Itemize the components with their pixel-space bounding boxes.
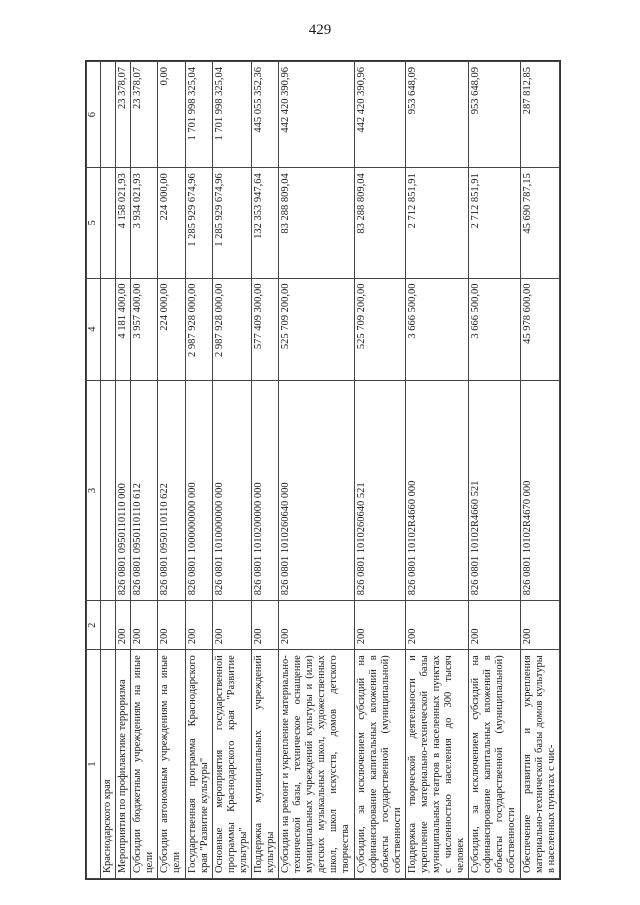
table-row — [131, 62, 158, 879]
cell-v6: 1 701 998 325,04 — [185, 62, 212, 168]
cell-v6: 442 420 390,96 — [354, 62, 405, 168]
cell-classification: 826 0801 1010000000 000 — [212, 380, 251, 601]
cell-v4: 3 957 400,00 — [131, 278, 158, 380]
cell-v5: 2 712 851,91 — [405, 168, 468, 278]
cell-code: 200 — [520, 601, 559, 650]
cell-code: 200 — [354, 601, 405, 650]
cell-v5: 83 288 809,04 — [354, 168, 405, 278]
cell-name: Субсидии, за исключением субсидий на софинансирование капитальных вложений в объекты государственной (муниципальной) собственности — [354, 650, 405, 879]
cell-v4: 45 978 600,00 — [520, 278, 559, 380]
cell-v5: 83 288 809,04 — [279, 168, 354, 278]
table-row — [279, 62, 354, 879]
table-row — [251, 62, 278, 879]
table-row — [469, 62, 520, 879]
cell-v4: 525 709 200,00 — [354, 278, 405, 380]
cell-name: Поддержка творческой деятельности и укрепление материально-технической базы муниципальных театров в населенных пунктах с численностью населения до 300 тысяч человек — [405, 650, 468, 879]
cell-name: Субсидии автономным учреждениям на иные цели — [158, 650, 185, 879]
cell-code: 200 — [116, 601, 131, 650]
cell-classification: 826 0801 1010260640 521 — [354, 380, 405, 601]
table-row — [212, 62, 251, 879]
cell-code: 200 — [251, 601, 278, 650]
cell-v4: 2 987 928 000,00 — [212, 278, 251, 380]
cell-v5: 1 285 929 674,96 — [212, 168, 251, 278]
cell-name: Обеспечение развития и укрепления материально-технической базы домов культуры в населенных пунктах с чис- — [520, 650, 559, 879]
cell-code: 200 — [469, 601, 520, 650]
cell-v5: 4 158 021,93 — [116, 168, 131, 278]
cell-v4: 2 987 928 000,00 — [185, 278, 212, 380]
table-body — [87, 62, 560, 879]
header-cell: 5 — [87, 168, 101, 278]
cell-name: Поддержка муниципальных учреждений культуры — [251, 650, 278, 879]
cell-v6: 287 812,85 — [520, 62, 559, 168]
cell-v4 — [101, 278, 116, 380]
cell-v4: 4 181 400,00 — [116, 278, 131, 380]
table-row — [116, 62, 131, 879]
cell-name: Субсидии, за исключением субсидий на софинансирование капитальных вложений в объекты государственной (муниципальной) собственности — [469, 650, 520, 879]
cell-v6: 953 648,09 — [469, 62, 520, 168]
cell-v4: 3 666 500,00 — [469, 278, 520, 380]
cell-name: Мероприятия по профилактике терроризма — [116, 650, 131, 879]
cell-v4: 577 409 300,00 — [251, 278, 278, 380]
cell-v6: 0,00 — [158, 62, 185, 168]
table-row — [158, 62, 185, 879]
table-row — [185, 62, 212, 879]
cell-v6 — [101, 62, 116, 168]
cell-v5: 45 690 787,15 — [520, 168, 559, 278]
cell-v5 — [101, 168, 116, 278]
cell-v4: 224 000,00 — [158, 278, 185, 380]
cell-classification: 826 0801 0950110110 000 — [116, 380, 131, 601]
cell-classification: 826 0801 1000000000 000 — [185, 380, 212, 601]
cell-v6: 953 648,09 — [405, 62, 468, 168]
cell-name: Субсидии на ремонт и укрепление материально-технической базы, техническое оснащение муниципальных учреждений культуры и (или) детских музыкальных школ, художественных школ, школ искусств, домов детского творчества — [279, 650, 354, 879]
cell-classification: 826 0801 10102R4670 000 — [520, 380, 559, 601]
header-cell: 1 — [87, 650, 101, 879]
table-row — [354, 62, 405, 879]
cell-v5: 3 934 021,93 — [131, 168, 158, 278]
cell-code: 200 — [185, 601, 212, 650]
cell-v5: 132 353 947,64 — [251, 168, 278, 278]
header-cell: 6 — [87, 62, 101, 168]
cell-v5: 1 285 929 674,96 — [185, 168, 212, 278]
cell-v6: 442 420 390,96 — [279, 62, 354, 168]
budget-table — [86, 61, 560, 879]
cell-v6: 445 055 352,36 — [251, 62, 278, 168]
cell-v6: 23 378,07 — [131, 62, 158, 168]
cell-classification: 826 0801 0950110110 622 — [158, 380, 185, 601]
header-cell: 4 — [87, 278, 101, 380]
cell-v5: 2 712 851,91 — [469, 168, 520, 278]
cell-code: 200 — [279, 601, 354, 650]
cell-name: Основные мероприятия государственной программы Краснодарского края "Развитие культуры" — [212, 650, 251, 879]
table-row — [520, 62, 559, 879]
cell-v5: 224 000,00 — [158, 168, 185, 278]
document-table-frame — [85, 60, 561, 880]
table-header-row — [87, 62, 101, 879]
cell-v4: 3 666 500,00 — [405, 278, 468, 380]
table-row — [405, 62, 468, 879]
cell-classification: 826 0801 1010200000 000 — [251, 380, 278, 601]
cell-code: 200 — [158, 601, 185, 650]
cell-classification — [101, 380, 116, 601]
cell-v4: 525 709 200,00 — [279, 278, 354, 380]
cell-classification: 826 0801 10102R4660 521 — [469, 380, 520, 601]
cell-name: Государственная программа Краснодарского края "Развитие культуры" — [185, 650, 212, 879]
cell-classification: 826 0801 10102R4660 000 — [405, 380, 468, 601]
cell-v6: 23 378,07 — [116, 62, 131, 168]
header-cell: 2 — [87, 601, 101, 650]
cell-name: Краснодарского края — [101, 650, 116, 879]
cell-name: Субсидии бюджетным учреждениям на иные цели — [131, 650, 158, 879]
cell-code: 200 — [131, 601, 158, 650]
page-number: 429 — [308, 22, 332, 38]
cell-code: 200 — [212, 601, 251, 650]
cell-classification: 826 0801 1010260640 000 — [279, 380, 354, 601]
cell-code — [101, 601, 116, 650]
cell-v6: 1 701 998 325,04 — [212, 62, 251, 168]
cell-classification: 826 0801 0950110110 612 — [131, 380, 158, 601]
table-row — [101, 62, 116, 879]
cell-code: 200 — [405, 601, 468, 650]
header-cell: 3 — [87, 380, 101, 601]
